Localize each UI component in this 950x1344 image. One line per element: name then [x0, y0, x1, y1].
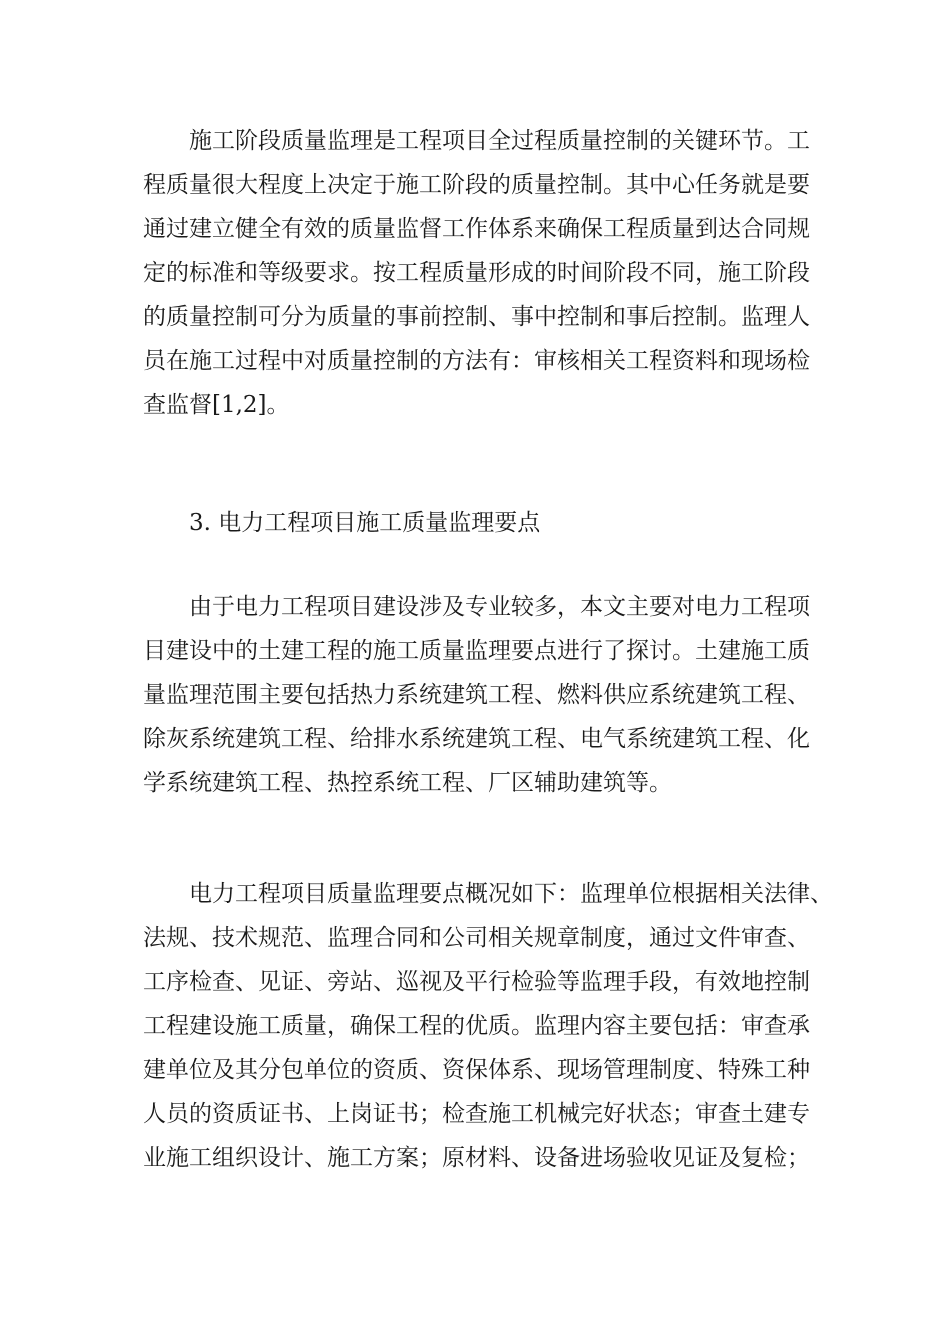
text-line: 由于电力工程项目建设涉及专业较多，本文主要对电力工程项: [189, 594, 810, 620]
text-line: 施工阶段质量监理是工程项目全过程质量控制的关键环节。工: [189, 128, 810, 154]
text-line: 的质量控制可分为质量的事前控制、事中控制和事后控制。监理人: [143, 304, 810, 330]
text-line: 定的标准和等级要求。按工程质量形成的时间阶段不同，施工阶段: [143, 260, 810, 286]
text-line: 员在施工过程中对质量控制的方法有：审核相关工程资料和现场检: [143, 348, 810, 374]
text-line: 电力工程项目质量监理要点概况如下：监理单位根据相关法律、: [189, 881, 833, 907]
text-line: 人员的资质证书、上岗证书；检查施工机械完好状态；审查土建专: [143, 1101, 810, 1127]
section-heading-text: 3. 电力工程项目施工质量监理要点: [189, 510, 541, 536]
text-line: 业施工组织设计、施工方案；原材料、设备进场验收见证及复检；: [143, 1145, 810, 1171]
text-line: 除灰系统建筑工程、给排水系统建筑工程、电气系统建筑工程、化: [143, 726, 810, 752]
paragraph-quality-supervision: [143, 119, 810, 427]
text-line: 通过建立健全有效的质量监督工作体系来确保工程质量到达合同规: [143, 216, 810, 242]
text-line: 学系统建筑工程、热控系统工程、厂区辅助建筑等。: [143, 770, 672, 796]
paragraph-civil-works: [143, 585, 810, 805]
text-line: 程质量很大程度上决定于施工阶段的质量控制。其中心任务就是要: [143, 172, 810, 198]
paragraph-supervision-points: [143, 872, 833, 1180]
text-line: 查监督[1,2]。: [143, 392, 290, 418]
text-line: 目建设中的土建工程的施工质量监理要点进行了探讨。土建施工质: [143, 638, 810, 664]
section-heading: [143, 501, 540, 545]
text-line: 建单位及其分包单位的资质、资保体系、现场管理制度、特殊工种: [143, 1057, 810, 1083]
text-line: 法规、技术规范、监理合同和公司相关规章制度，通过文件审查、: [143, 925, 810, 951]
text-line: 工序检查、见证、旁站、巡视及平行检验等监理手段，有效地控制: [143, 969, 810, 995]
text-line: 量监理范围主要包括热力系统建筑工程、燃料供应系统建筑工程、: [143, 682, 810, 708]
text-line: 工程建设施工质量，确保工程的优质。监理内容主要包括：审查承: [143, 1013, 810, 1039]
